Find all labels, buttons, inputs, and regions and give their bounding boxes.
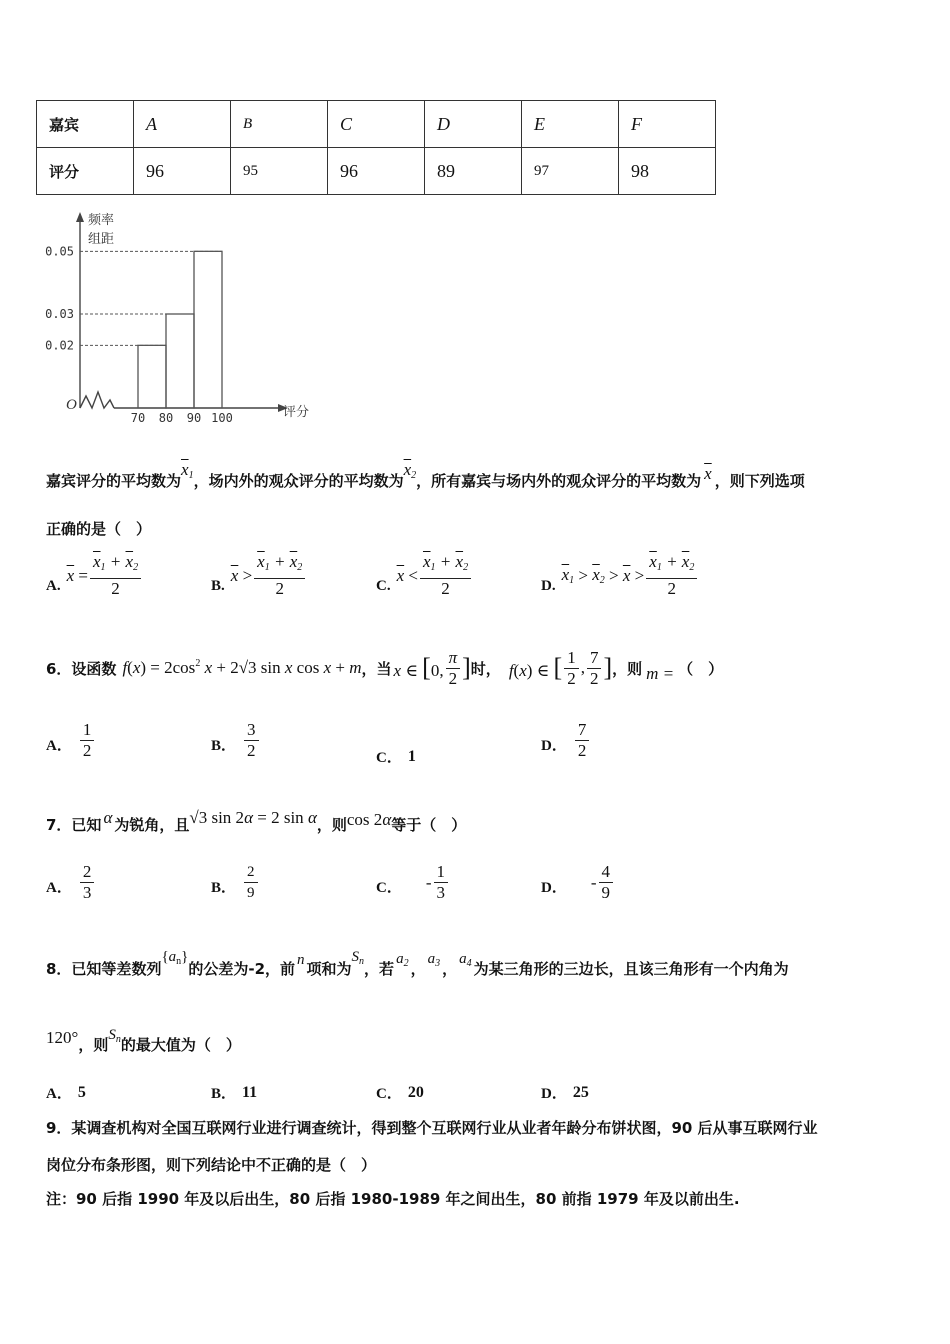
- q5-text-4: ，则下列选项: [714, 471, 805, 490]
- option-label: A．: [46, 1086, 72, 1102]
- numerator: 7: [575, 720, 590, 741]
- math: $\overline{x}$: [622, 565, 631, 585]
- q8-a3: $a_3$: [427, 951, 441, 969]
- q8-stem-line2: [46, 1024, 241, 1064]
- numerator: 1: [80, 720, 95, 741]
- option-label: B．: [211, 738, 237, 754]
- q6-paren: （ ）: [678, 659, 724, 678]
- fraction: $\frac{\overline{x}_1 + \overline{x}_2}{2}$: [646, 552, 697, 599]
- q7-option-a[interactable]: [46, 862, 96, 903]
- q8-text-2: 的公差为-2，前: [188, 959, 296, 978]
- option-label: A．: [46, 738, 72, 754]
- math: >: [238, 565, 253, 585]
- option-label: B.: [211, 578, 225, 594]
- y-axis-arrow: [76, 212, 84, 222]
- fraction: $\frac{1}{2}$: [564, 648, 579, 689]
- q7-text-4: 等于（ ）: [391, 815, 467, 834]
- math: $\overline{x}$: [396, 565, 405, 585]
- origin-label: O: [66, 397, 77, 413]
- comma: ,: [580, 658, 585, 677]
- denominator: 2: [82, 741, 92, 760]
- q7-equation: √3 sin 2α = 2 sin α: [189, 808, 317, 827]
- option-label: D．: [541, 880, 567, 896]
- fraction: [80, 720, 95, 761]
- fraction: $\frac{7}{2}$: [587, 648, 602, 689]
- numerator: 2: [80, 862, 95, 883]
- q6-text-3: 时，: [470, 659, 501, 678]
- q5-stem: [46, 460, 805, 500]
- option-label: A.: [46, 578, 61, 594]
- q7-option-d[interactable]: [541, 862, 615, 903]
- denominator: 3: [436, 883, 446, 902]
- y-tick-label: 0.03: [45, 307, 74, 321]
- q8-option-d[interactable]: [541, 1082, 589, 1103]
- option-value: 5: [77, 1083, 86, 1101]
- q9-stem-line1: 9．某调查机构对全国互联网行业进行调查统计，得到整个互联网行业从业者年龄分布饼状图，90 后从事互联网行业: [46, 1119, 818, 1137]
- fraction: [244, 862, 258, 903]
- table-cell: 96: [328, 148, 425, 195]
- numerator: 4: [599, 862, 614, 883]
- q8-a2: $a_2$: [396, 951, 409, 969]
- q8-text-6: ，则: [78, 1035, 109, 1054]
- table-cell: 95: [231, 148, 328, 195]
- q7-option-c[interactable]: [376, 862, 450, 903]
- fraction: $\frac{\pi}{2}$: [446, 648, 461, 689]
- table-cell: B: [231, 101, 328, 148]
- q6-text-2: ，当: [361, 659, 392, 678]
- q8-option-a[interactable]: [46, 1082, 86, 1103]
- fraction: [575, 720, 590, 761]
- math: <: [404, 565, 418, 585]
- y-tick-label: 0.02: [45, 338, 74, 353]
- y-axis-label-bottom: 组距: [88, 232, 115, 247]
- option-label: B．: [211, 1086, 237, 1102]
- math: >: [574, 565, 593, 585]
- q8-sequence: $\{a_n\}$: [161, 949, 189, 967]
- q5-text-2: ，场内外的观众评分的平均数为: [193, 471, 404, 490]
- option-label: D．: [541, 1086, 567, 1102]
- q8-text-7: 的最大值为（ ）: [120, 1035, 241, 1054]
- q8-text-5: 为某三角形的三边长，且该三角形有一个内角为: [473, 959, 789, 978]
- denominator: 9: [601, 883, 611, 902]
- q5-text-1: 嘉宾评分的平均数为: [46, 471, 182, 490]
- math: =: [74, 565, 88, 585]
- comma: ，: [410, 959, 426, 978]
- q7-stem: [46, 806, 466, 842]
- histogram-bar: [194, 251, 222, 408]
- q9-stem-line2: 岗位分布条形图，则下列结论中不正确的是（ ）: [46, 1156, 377, 1174]
- denominator: 9: [247, 885, 255, 901]
- q9-note: 注：90 后指 1990 年及以后出生，80 后指 1980-1989 年之间出生，80 前指 1979 年及以前出生.: [46, 1190, 740, 1208]
- axis-break: [80, 392, 114, 408]
- y-tick-label: 0.05: [45, 244, 74, 259]
- fraction: $\frac{\overline{x}_1 + \overline{x}_2}{2}$: [420, 552, 471, 599]
- table-cell: 98: [619, 148, 716, 195]
- math: >: [604, 565, 623, 585]
- y-axis-label-top: 频率: [88, 213, 115, 228]
- table-row: [37, 101, 716, 148]
- option-label: C．: [376, 1086, 402, 1102]
- q6-option-a[interactable]: [46, 720, 96, 761]
- q5-option-a[interactable]: [46, 552, 143, 599]
- denominator: 2: [247, 741, 256, 760]
- q5-stem-line2: 正确的是（ ）: [46, 520, 152, 538]
- q6-domain: x ∈ [0,: [393, 653, 444, 682]
- fraction: $\frac{\overline{x}_1 + \overline{x}_2}{2}$: [90, 552, 141, 599]
- histogram-bar: [166, 314, 194, 408]
- table-cell: D: [425, 101, 522, 148]
- q6-text-1: 6．设函数: [46, 659, 117, 678]
- q8-sn-2: $S_n$: [108, 1027, 121, 1045]
- fraction: [244, 720, 259, 761]
- option-label: D．: [541, 738, 567, 754]
- math: $\overline{x}$: [66, 565, 75, 585]
- denominator: 3: [82, 883, 92, 902]
- table-cell: E: [522, 101, 619, 148]
- q8-text-4: ，若: [364, 959, 395, 978]
- q5-x1-bar: $\overline{x}_1$: [181, 459, 194, 481]
- q7-option-b[interactable]: [211, 862, 260, 903]
- fraction: [434, 862, 449, 903]
- fraction: [80, 862, 95, 903]
- q6-option-c[interactable]: [376, 746, 416, 767]
- q8-text-1: 8．已知等差数列: [46, 959, 162, 978]
- x-tick-label: 100: [211, 411, 233, 425]
- fraction: [599, 862, 614, 903]
- math: $\overline{x}_1$: [561, 565, 575, 586]
- option-label: A．: [46, 880, 72, 896]
- table-header-score: 评分: [37, 148, 134, 195]
- q7-text-2: 为锐角，且: [114, 815, 190, 834]
- q8-stem: [46, 948, 789, 988]
- option-label: C.: [376, 578, 391, 594]
- denominator: 2: [577, 741, 587, 760]
- option-label: C．: [376, 750, 402, 766]
- q8-option-b[interactable]: [211, 1082, 257, 1103]
- option-label: D.: [541, 578, 556, 594]
- frequency-histogram: [40, 208, 310, 428]
- table-cell: 97: [522, 148, 619, 195]
- table-cell: 89: [425, 148, 522, 195]
- q5-option-b[interactable]: [211, 552, 307, 599]
- math: $\overline{x}$: [230, 565, 239, 585]
- fraction: $\frac{\overline{x}_1 + \overline{x}_2}{2}$: [254, 552, 305, 599]
- q6-range: f(x) ∈ [: [508, 653, 563, 682]
- q7-alpha: α: [103, 808, 113, 827]
- option-label: C．: [376, 880, 402, 896]
- numerator: 2: [244, 862, 258, 883]
- bracket: ]: [603, 653, 613, 682]
- q7-text-1: 7．已知: [46, 815, 102, 834]
- q6-m: m =: [646, 664, 675, 683]
- math: >: [630, 565, 645, 585]
- table-cell: A: [134, 101, 231, 148]
- q5-option-d[interactable]: [541, 552, 699, 599]
- option-value: 20: [407, 1083, 424, 1101]
- option-value: 25: [572, 1083, 589, 1101]
- q8-a4: $a_4$: [459, 951, 472, 969]
- sign: -: [425, 872, 432, 892]
- q6-function: $f(x) = 2\cos^2$ x + 2√3 sin x cos x + m: [122, 658, 362, 677]
- table-header-guest: 嘉宾: [37, 101, 134, 148]
- x-tick-label: 80: [158, 411, 174, 425]
- q8-option-c[interactable]: [376, 1082, 424, 1103]
- x-axis-label: 评分: [283, 405, 310, 420]
- table-cell: 96: [134, 148, 231, 195]
- q8-sn: $S_n$: [351, 949, 365, 967]
- q6-option-d[interactable]: [541, 720, 591, 761]
- q6-stem: [46, 642, 723, 694]
- q6-option-b[interactable]: [211, 720, 261, 761]
- table-row: [37, 148, 716, 195]
- option-label: B．: [211, 880, 237, 896]
- table-cell: C: [328, 101, 425, 148]
- sign: -: [590, 872, 597, 892]
- numerator: 1: [434, 862, 449, 883]
- option-value: 11: [242, 1083, 258, 1101]
- q7-cos: cos 2α: [346, 810, 392, 829]
- q5-x2-bar: $\overline{x}_2$: [403, 459, 417, 481]
- table-cell: F: [619, 101, 716, 148]
- comma: ，: [442, 959, 458, 978]
- x-tick-label: 70: [130, 411, 146, 425]
- q5-text-3: ，所有嘉宾与场内外的观众评分的平均数为: [416, 471, 702, 490]
- score-table: [36, 100, 716, 195]
- x-tick-label: 90: [186, 411, 202, 425]
- q5-x-bar: $\overline{x}$: [704, 464, 712, 483]
- histogram-bar: [138, 345, 166, 408]
- math: $\overline{x}_2$: [592, 565, 605, 586]
- q8-n: n: [297, 951, 305, 968]
- q5-option-c[interactable]: [376, 552, 473, 599]
- q7-text-3: ，则: [316, 815, 347, 834]
- bracket: ]: [462, 653, 471, 682]
- q6-text-4: ，则: [612, 659, 643, 678]
- option-value: 1: [407, 747, 416, 765]
- q8-angle: 120°: [46, 1028, 79, 1047]
- numerator: 3: [244, 720, 259, 741]
- q8-text-3: 项和为: [306, 959, 352, 978]
